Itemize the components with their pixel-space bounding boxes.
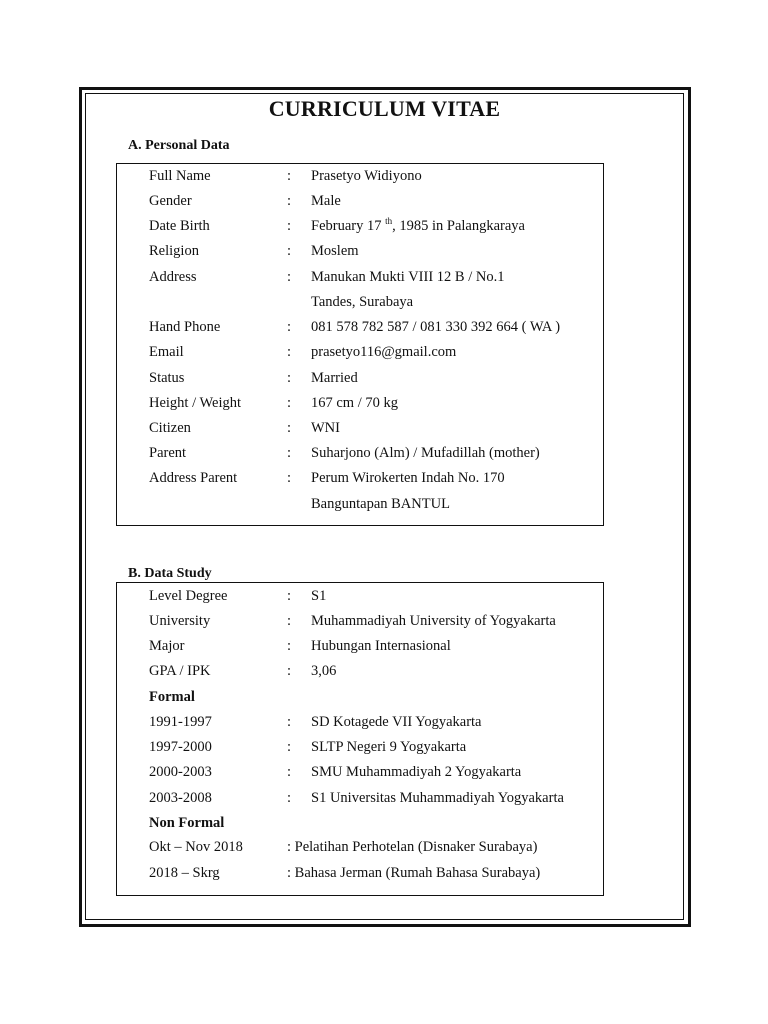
personal-row-full-name bbox=[149, 168, 619, 188]
row-label: 1991-1997 bbox=[149, 714, 212, 730]
row-label: 1997-2000 bbox=[149, 739, 212, 755]
row-value: Moslem bbox=[311, 243, 359, 259]
row-separator: : bbox=[287, 319, 292, 335]
row-separator: : bbox=[287, 790, 292, 806]
row-label: Gender bbox=[149, 193, 192, 209]
row-label: Height / Weight bbox=[149, 395, 241, 411]
personal-row-address bbox=[149, 269, 619, 289]
row-separator: : bbox=[287, 193, 292, 209]
row-separator: : bbox=[287, 395, 292, 411]
row-label: Non Formal bbox=[149, 815, 225, 831]
row-label: Email bbox=[149, 344, 184, 360]
personal-row-citizen bbox=[149, 420, 619, 440]
row-value: S1 bbox=[311, 588, 327, 604]
row-value: 3,06 bbox=[311, 663, 337, 679]
nonformal-row bbox=[149, 865, 619, 885]
row-label: Okt – Nov 2018 bbox=[149, 839, 243, 855]
row-label: 2018 – Skrg bbox=[149, 865, 220, 881]
row-separator: : bbox=[287, 269, 292, 285]
personal-row-religion bbox=[149, 243, 619, 263]
row-label: 2003-2008 bbox=[149, 790, 212, 806]
row-value: prasetyo116@gmail.com bbox=[311, 344, 457, 360]
row-value: Banguntapan BANTUL bbox=[311, 496, 450, 512]
row-value: WNI bbox=[311, 420, 340, 436]
row-separator: : bbox=[287, 168, 292, 184]
row-separator: : bbox=[287, 663, 292, 679]
row-label: Address bbox=[149, 269, 197, 285]
date-ordinal-suffix: th bbox=[385, 216, 393, 227]
personal-row-address-parent bbox=[149, 470, 619, 490]
row-label: GPA / IPK bbox=[149, 663, 211, 679]
personal-row-height-weight bbox=[149, 395, 619, 415]
row-value: Tandes, Surabaya bbox=[311, 294, 414, 310]
row-separator: : bbox=[287, 588, 292, 604]
row-value: SLTP Negeri 9 Yogyakarta bbox=[311, 739, 467, 755]
row-label: Citizen bbox=[149, 420, 191, 436]
row-value: 081 578 782 587 / 081 330 392 664 ( WA ) bbox=[311, 319, 561, 335]
row-value: : Bahasa Jerman (Rumah Bahasa Surabaya) bbox=[287, 865, 541, 881]
row-label: Major bbox=[149, 638, 185, 654]
row-separator: : bbox=[287, 420, 292, 436]
personal-data-heading: A. Personal Data bbox=[128, 138, 230, 153]
row-label: University bbox=[149, 613, 211, 629]
row-value: SD Kotagede VII Yogyakarta bbox=[311, 714, 482, 730]
row-separator: : bbox=[287, 470, 292, 486]
study-row-major bbox=[149, 638, 619, 658]
personal-row-address-cont bbox=[149, 294, 619, 314]
row-separator: : bbox=[287, 764, 292, 780]
row-value: Perum Wirokerten Indah No. 170 bbox=[311, 470, 505, 486]
formal-row bbox=[149, 764, 619, 784]
row-label: Hand Phone bbox=[149, 319, 221, 335]
row-value: Male bbox=[311, 193, 341, 209]
nonformal-heading bbox=[149, 815, 619, 835]
formal-row bbox=[149, 739, 619, 759]
personal-row-hand-phone bbox=[149, 319, 619, 339]
row-label: Level Degree bbox=[149, 588, 228, 604]
row-separator: : bbox=[287, 445, 292, 461]
document-title: CURRICULUM VITAE bbox=[268, 96, 501, 121]
row-label: Status bbox=[149, 370, 185, 386]
row-label: 2000-2003 bbox=[149, 764, 212, 780]
row-label: Address Parent bbox=[149, 470, 238, 486]
personal-row-email bbox=[149, 344, 619, 364]
formal-row bbox=[149, 714, 619, 734]
personal-row-parent bbox=[149, 445, 619, 465]
row-value: Manukan Mukti VIII 12 B / No.1 bbox=[311, 269, 505, 285]
row-value bbox=[311, 218, 525, 235]
row-separator: : bbox=[287, 218, 292, 234]
date-rest: , 1985 in Palangkaraya bbox=[392, 218, 525, 234]
formal-row bbox=[149, 790, 619, 810]
row-label: Religion bbox=[149, 243, 199, 259]
row-label: Parent bbox=[149, 445, 187, 461]
row-separator: : bbox=[287, 714, 292, 730]
row-value: SMU Muhammadiyah 2 Yogyakarta bbox=[311, 764, 522, 780]
row-value: Hubungan Internasional bbox=[311, 638, 451, 654]
row-value: 167 cm / 70 kg bbox=[311, 395, 398, 411]
row-separator: : bbox=[287, 243, 292, 259]
row-separator: : bbox=[287, 370, 292, 386]
row-separator: : bbox=[287, 344, 292, 360]
row-value: Muhammadiyah University of Yogyakarta bbox=[311, 613, 556, 629]
study-row-level-degree bbox=[149, 588, 619, 608]
row-value: Suharjono (Alm) / Mufadillah (mother) bbox=[311, 445, 540, 461]
row-label: Formal bbox=[149, 689, 195, 705]
personal-row-status bbox=[149, 370, 619, 390]
data-study-heading: B. Data Study bbox=[128, 566, 212, 581]
row-label: Date Birth bbox=[149, 218, 210, 234]
nonformal-row bbox=[149, 839, 619, 859]
row-value: Prasetyo Widiyono bbox=[311, 168, 422, 184]
row-separator: : bbox=[287, 613, 292, 629]
study-row-gpa bbox=[149, 663, 619, 683]
study-row-university bbox=[149, 613, 619, 633]
personal-row-address-parent-cont bbox=[149, 496, 619, 516]
personal-row-date-birth bbox=[149, 218, 619, 238]
row-value: Married bbox=[311, 370, 358, 386]
personal-row-gender bbox=[149, 193, 619, 213]
row-value: S1 Universitas Muhammadiyah Yogyakarta bbox=[311, 790, 564, 806]
date-day: February 17 bbox=[311, 218, 382, 234]
row-value: : Pelatihan Perhotelan (Disnaker Surabaya) bbox=[287, 839, 538, 855]
row-separator: : bbox=[287, 739, 292, 755]
row-label: Full Name bbox=[149, 168, 211, 184]
row-separator: : bbox=[287, 638, 292, 654]
formal-heading bbox=[149, 689, 619, 709]
